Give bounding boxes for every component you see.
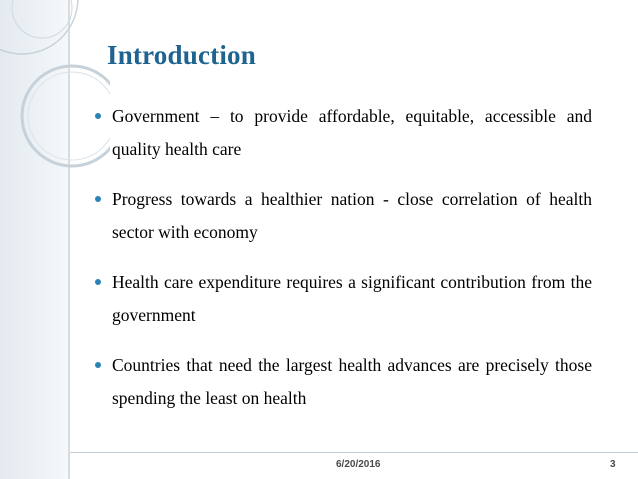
page-number: 3 [610,459,616,470]
bullet-item [92,349,592,415]
bullet-icon [95,362,101,368]
footer-divider [70,452,638,453]
slide-title: Introduction [107,40,256,70]
bullet-list [92,100,592,432]
bullet-item [92,183,592,249]
footer-date: 6/20/2016 [336,459,381,470]
bullet-text: Countries that need the largest health advances are precisely those spending the least on health [112,355,592,408]
bullet-item [92,100,592,166]
bullet-icon [95,279,101,285]
bullet-text: Government – to provide affordable, equitable, accessible and quality health care [112,106,592,159]
bullet-text: Progress towards a healthier nation - close correlation of health sector with economy [112,189,592,242]
bullet-icon [95,196,101,202]
bullet-item [92,266,592,332]
bullet-text: Health care expenditure requires a significant contribution from the government [112,272,592,325]
bullet-icon [95,113,101,119]
